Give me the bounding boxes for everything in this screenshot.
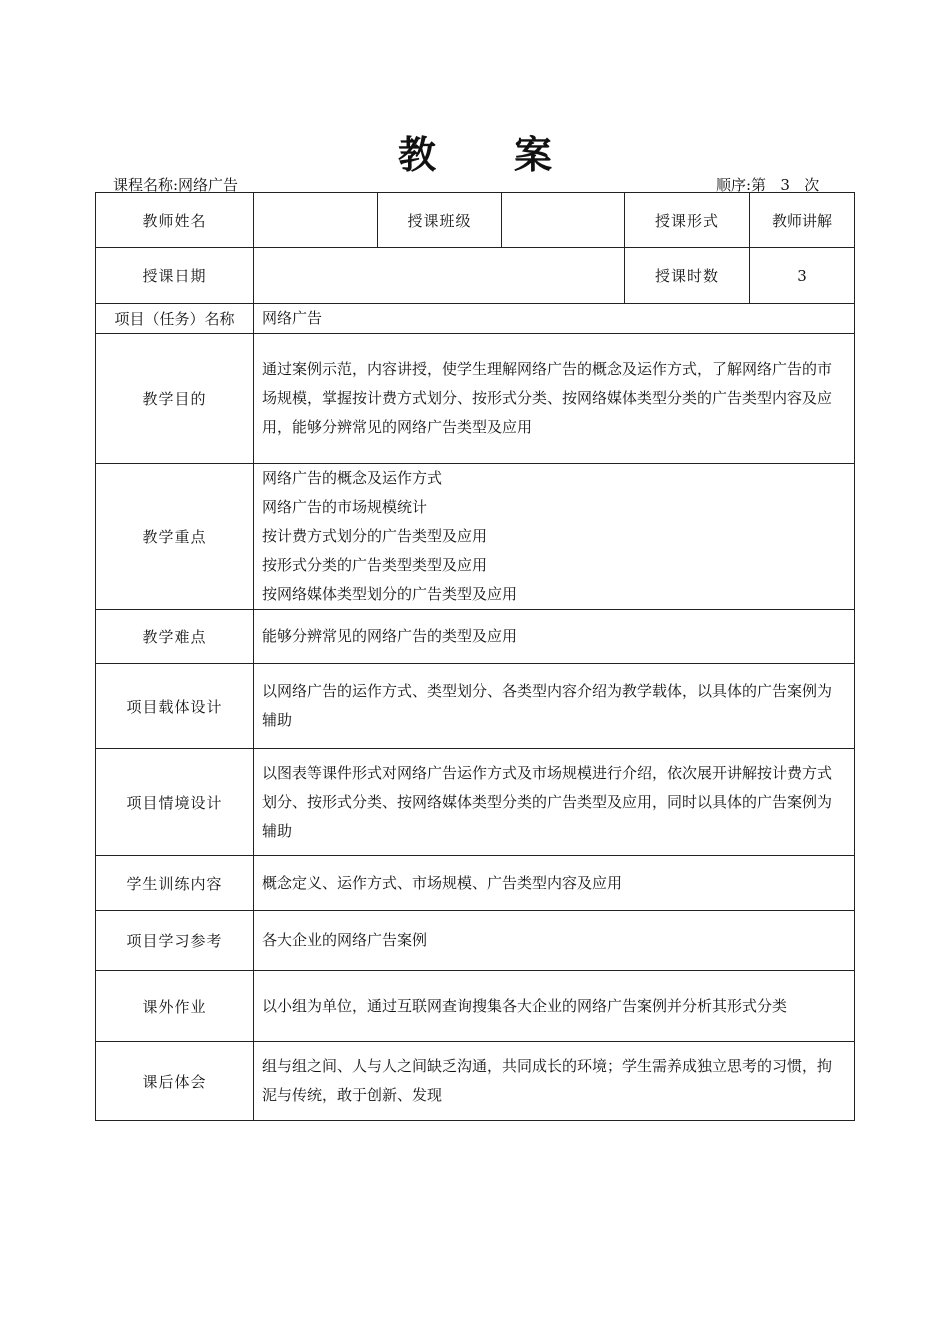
lesson-plan-table xyxy=(95,192,855,1121)
homework-label: 课外作业 xyxy=(96,971,254,1042)
table-row xyxy=(96,856,855,911)
table-row xyxy=(96,1042,855,1121)
key-point-item: 按形式分类的广告类型类型及应用 xyxy=(262,556,488,574)
title-char-1: 教 xyxy=(397,133,436,177)
key-points-value xyxy=(254,464,855,610)
difficulty-value: 能够分辨常见的网络广告的类型及应用 xyxy=(254,610,855,664)
key-point-item: 网络广告的概念及运作方式 xyxy=(262,469,443,487)
table-row xyxy=(96,971,855,1042)
table-row xyxy=(96,911,855,971)
training-label: 学生训练内容 xyxy=(96,856,254,911)
purpose-value: 通过案例示范，内容讲授，使学生理解网络广告的概念及运作方式，了解网络广告的市场规模，掌握按计费方式划分、按形式分类、按网络媒体类型分类的广告类型内容及应用，能够分辨常见的网络广告类型及应用 xyxy=(254,334,855,464)
reference-value: 各大企业的网络广告案例 xyxy=(254,911,855,971)
form-label: 授课形式 xyxy=(625,193,750,248)
homework-value: 以小组为单位，通过互联网查询搜集各大企业的网络广告案例并分析其形式分类 xyxy=(254,971,855,1042)
difficulty-label: 教学难点 xyxy=(96,610,254,664)
teacher-value xyxy=(254,193,378,248)
key-point-item: 按计费方式划分的广告类型及应用 xyxy=(262,527,488,545)
date-label: 授课日期 xyxy=(96,248,254,304)
class-value xyxy=(502,193,625,248)
scenario-value: 以图表等课件形式对网络广告运作方式及市场规模进行介绍，依次展开讲解按计费方式划分、按形式分类、按网络媒体类型分类的广告类型及应用，同时以具体的广告案例为辅助 xyxy=(254,749,855,856)
title-char-2: 案 xyxy=(514,133,553,177)
project-name-value: 网络广告 xyxy=(254,304,855,334)
course-name: 课程名称:网络广告 xyxy=(113,176,239,194)
table-row xyxy=(96,664,855,749)
lesson-order: 顺序:第 3 次 xyxy=(716,176,820,194)
class-label: 授课班级 xyxy=(378,193,502,248)
table-row xyxy=(96,464,855,610)
table-row xyxy=(96,334,855,464)
key-point-item: 网络广告的市场规模统计 xyxy=(262,498,428,516)
table-row xyxy=(96,193,855,248)
purpose-label: 教学目的 xyxy=(96,334,254,464)
carrier-value: 以网络广告的运作方式、类型划分、各类型内容介绍为教学载体，以具体的广告案例为辅助 xyxy=(254,664,855,749)
key-point-item: 按网络媒体类型划分的广告类型及应用 xyxy=(262,585,518,603)
table-row xyxy=(96,610,855,664)
reflection-value: 组与组之间、人与人之间缺乏沟通，共同成长的环境；学生需养成独立思考的习惯，拘泥与传统，敢于创新、发现 xyxy=(254,1042,855,1121)
key-points-label: 教学重点 xyxy=(96,464,254,610)
table-row xyxy=(96,304,855,334)
hours-value: 3 xyxy=(750,248,855,304)
teacher-label: 教师姓名 xyxy=(96,193,254,248)
page-title xyxy=(0,124,950,179)
carrier-label: 项目载体设计 xyxy=(96,664,254,749)
scenario-label: 项目情境设计 xyxy=(96,749,254,856)
reflection-label: 课后体会 xyxy=(96,1042,254,1121)
date-value xyxy=(254,248,625,304)
hours-label: 授课时数 xyxy=(625,248,750,304)
project-name-label: 项目（任务）名称 xyxy=(96,304,254,334)
reference-label: 项目学习参考 xyxy=(96,911,254,971)
table-row xyxy=(96,749,855,856)
training-value: 概念定义、运作方式、市场规模、广告类型内容及应用 xyxy=(254,856,855,911)
table-row xyxy=(96,248,855,304)
form-value: 教师讲解 xyxy=(750,193,855,248)
